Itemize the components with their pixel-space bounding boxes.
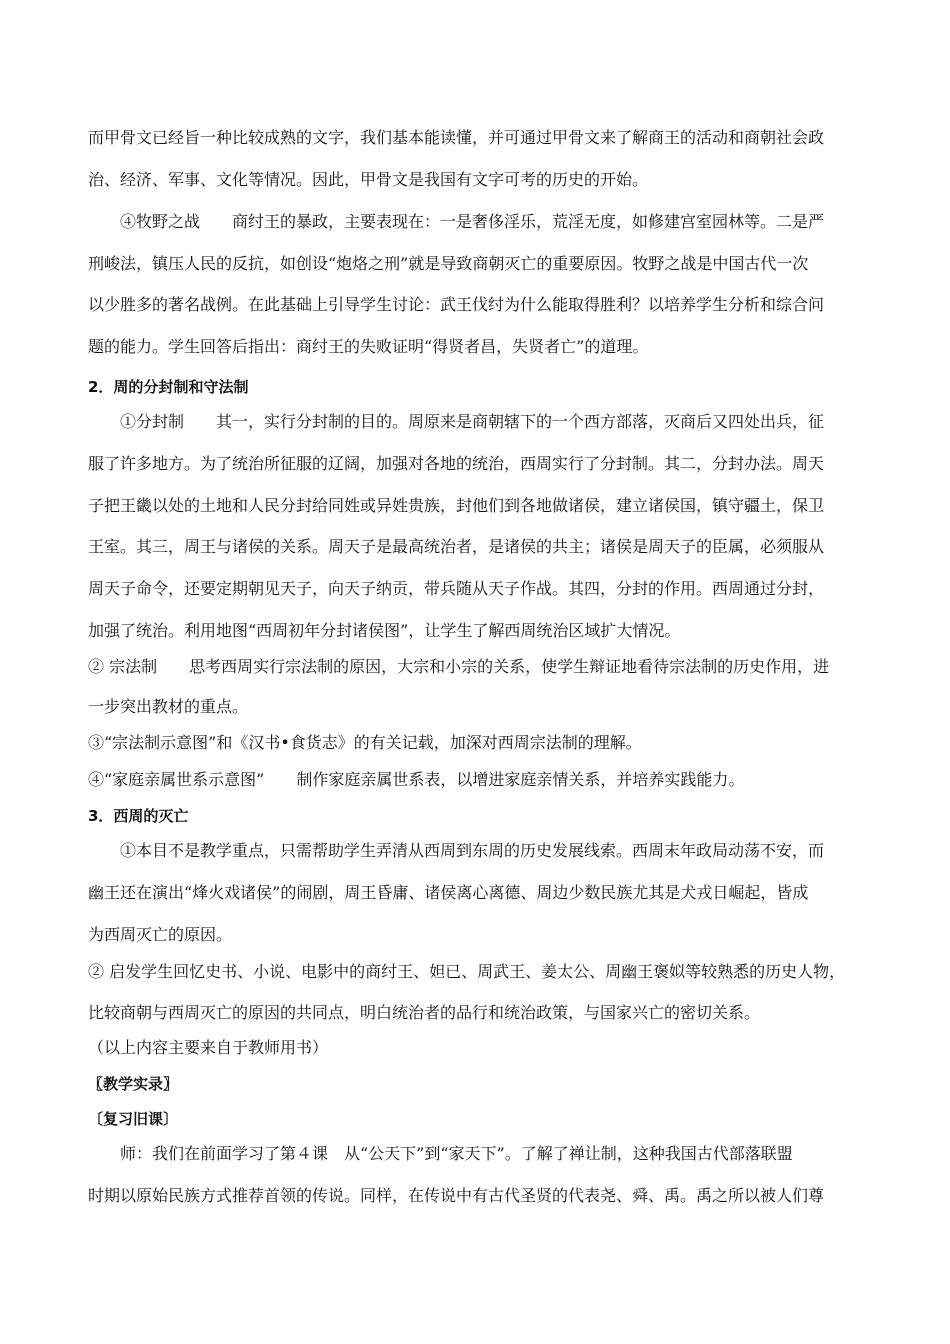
item-text: 制作家庭亲属世系表，以增进家庭亲情关系，并培养实践能力。 [296,770,745,789]
paragraph-line: 时期以原始民族方式推荐首领的传说。同样，在传说中有古代圣贤的代表尧、舜、禹。禹之所以被人们尊 [88,1186,825,1205]
paragraph-line: ② 启发学生回忆史书、小说、电影中的商纣王、妲已、周武王、姜太公、周幽王褒姒等较熟悉的历史人物， [88,962,846,981]
paragraph-line [120,212,878,232]
paragraph-line: 一步突出教材的重点。 [88,697,249,716]
paragraph-line: 幽王还在演出“烽火戏诸侯”的闹剧，周王昏庸、诸侯离心离德、周边少数民族尤其是犬戎日崛起，皆成 [88,883,809,902]
paragraph-line: 周天子命令，还要定期朝见天子，向天子纳贡，带兵随从天子作战。其四，分封的作用。西周通过分封， [88,579,825,598]
section-heading: 〖教学实录〗 [88,1075,179,1093]
item-title: ④“家庭亲属世系示意图” [88,770,265,789]
paragraph-line: 以少胜多的著名战例。在此基础上引导学生讨论：武王伐纣为什么能取得胜利？以培养学生分析和综合问 [88,295,825,314]
paragraph-line: 为西周灭亡的原因。 [88,925,233,944]
paragraph-line: 服了许多地方。为了统治所征服的辽阔，加强对各地的统治，西周实行了分封制。其二，分封办法。周天 [88,454,825,473]
paragraph-line: 师：我们在前面学习了第４课 从“公天下”到“家天下”。了解了禅让制，这种我国古代部落联盟 [120,1144,793,1163]
section-heading: 〔复习旧课〕 [88,1110,179,1128]
paragraph-line: 刑峻法，镇压人民的反抗，如创设“炮烙之刑”就是导致商朝灭亡的重要原因。牧野之战是中国古代一次 [88,254,809,273]
item-text: 思考西周实行宗法制的原因，大宗和小宗的关系，使学生辩证地看待宗法制的历史作用，进 [189,657,830,676]
paragraph-line [120,412,878,432]
section-heading: 3．西周的灭亡 [88,807,189,825]
paragraph-line: ①本目不是教学重点，只需帮助学生弄清从西周到东周的历史发展线索。西周末年政局动荡不安，而 [120,841,825,860]
paragraph-line: 题的能力。学生回答后指出：商纣王的失败证明“得贤者昌，失贤者亡”的道理。 [88,337,649,356]
paragraph-line: ③“宗法制示意图”和《汉书•食货志》的有关记载，加深对西周宗法制的理解。 [88,733,642,752]
item-title: ② 宗法制 [88,657,158,676]
item-text: 商纣王的暴政，主要表现在：一是奢侈淫乐，荒淫无度，如修建宫室园林等。二是严 [232,212,825,231]
paragraph-line: 子把王畿以处的土地和人民分封给同姓或异姓贵族，封他们到各地做诸侯，建立诸侯国，镇守疆土，保卫 [88,496,825,515]
paragraph-line: 加强了统治。利用地图“西周初年分封诸侯图”，让学生了解西周统治区域扩大情况。 [88,621,681,640]
paragraph-line [88,657,878,677]
item-title: ④牧野之战 [120,212,201,231]
paragraph-line [88,770,878,790]
item-title: ①分封制 [120,412,185,431]
paragraph-line: 比较商朝与西周灭亡的原因的共同点，明白统治者的品行和统治政策，与国家兴亡的密切关系。 [88,1003,761,1022]
paragraph-line: 而甲骨文已经旨一种比较成熟的文字，我们基本能读懂，并可通过甲骨文来了解商王的活动和商朝社会政 [88,128,825,147]
paragraph-line: 王室。其三，周王与诸侯的关系。周天子是最高统治者，是诸侯的共主；诸侯是周天子的臣属，必须服从 [88,537,825,556]
section-heading: 2．周的分封制和守法制 [88,378,249,396]
paragraph-line: 治、经济、军事、文化等情况。因此，甲骨文是我国有文字可考的历史的开始。 [88,170,649,189]
item-text: 其一，实行分封制的目的。周原来是商朝辖下的一个西方部落，灭商后又四处出兵，征 [216,412,825,431]
paragraph-line: （以上内容主要来自于教师用书） [88,1038,329,1057]
